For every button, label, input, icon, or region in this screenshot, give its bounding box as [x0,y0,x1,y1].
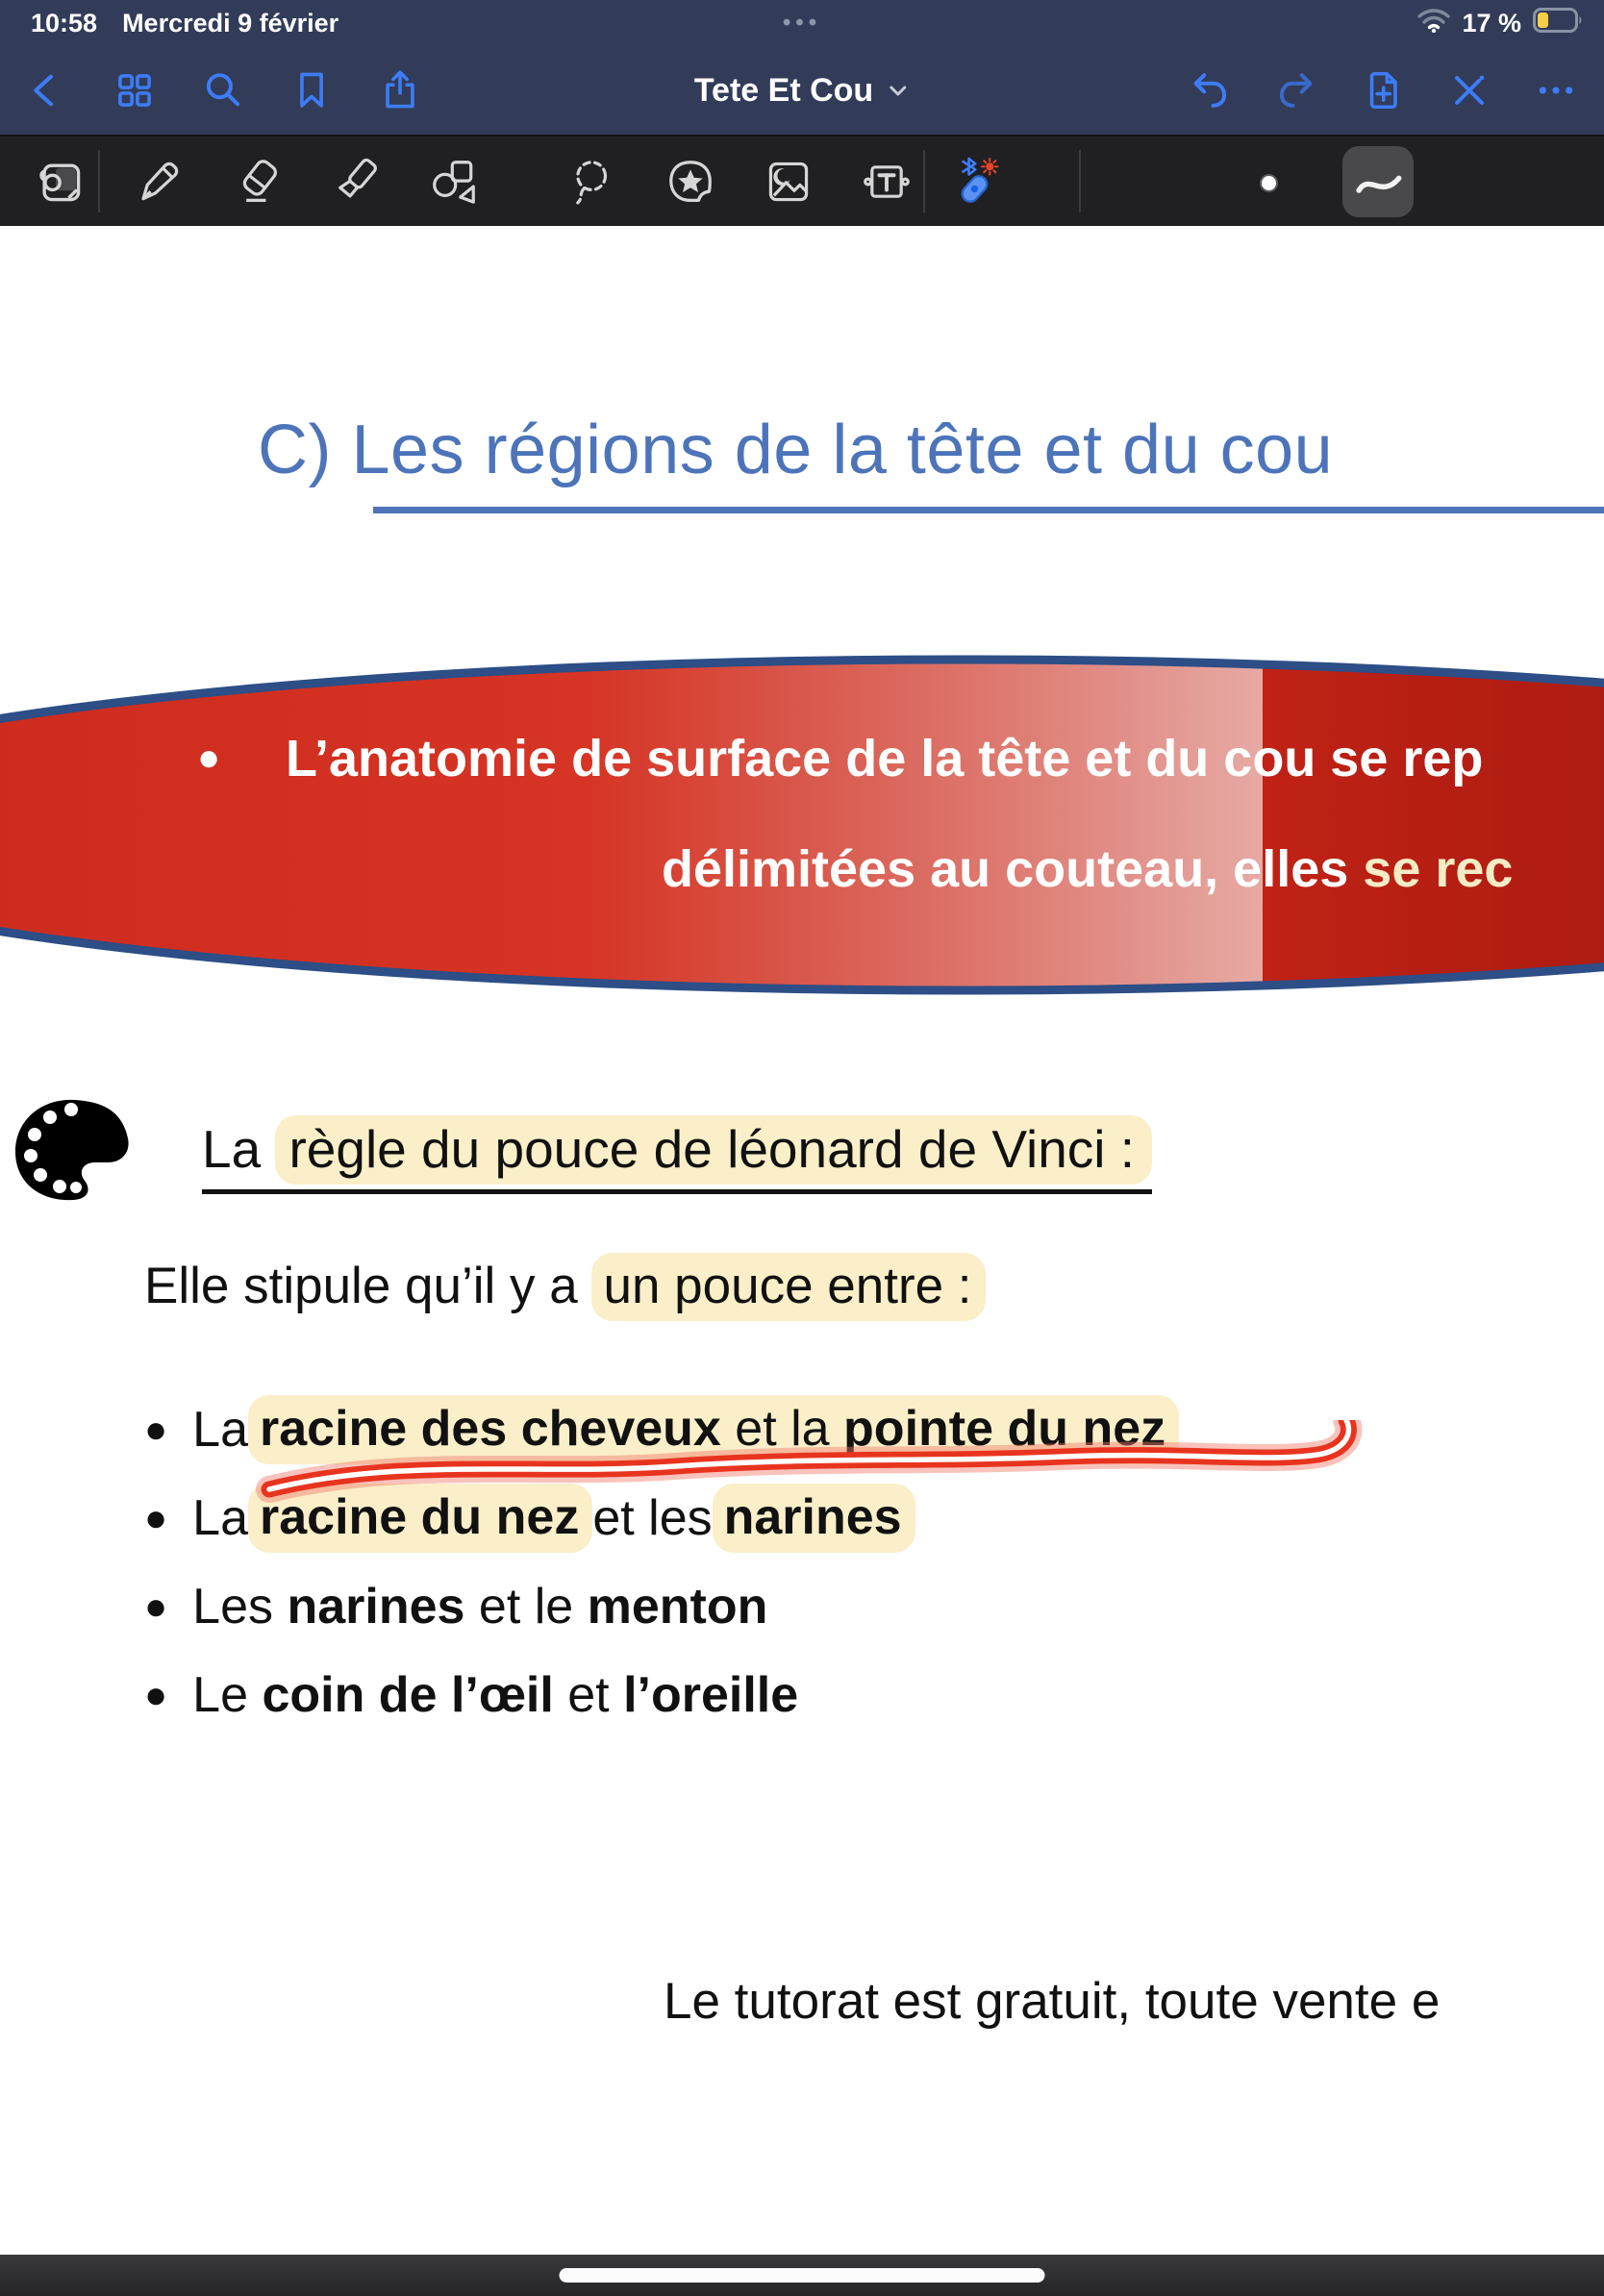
section-title: Les régions de la tête et du cou [351,412,1334,488]
section-title-underline [373,507,1604,513]
eraser-tool[interactable] [231,155,285,209]
bullet-marker: ● [144,1496,168,1539]
list-item: ● Les narines et le menton [144,1579,768,1635]
section-label: C) [258,412,332,488]
panel-tool[interactable] [34,155,88,209]
lasso-tool[interactable] [565,155,619,209]
banner-line1: ● L’anatomie de surface de la tête et du cou se rep [197,730,1484,787]
undo-button[interactable] [1187,67,1233,113]
document-page[interactable] [0,226,1604,2255]
highlighted-text: racine des cheveux et la pointe du nez [248,1395,1179,1464]
highlighter-tool[interactable] [329,155,383,209]
tools-toolbar [0,135,1604,226]
highlighted-text: racine du nez [248,1484,592,1553]
banner-line2: délimitées au couteau, elles se rec [662,840,1514,898]
add-page-button[interactable] [1360,67,1406,113]
document-title-dropdown[interactable] [694,72,910,110]
toolbar-divider [1079,150,1081,212]
home-indicator[interactable] [560,2268,1045,2283]
bullet-marker: ● [144,1673,168,1716]
red-ellipse-banner [0,654,1604,1000]
toolbar-divider [923,150,925,212]
list-item: ● La racine du nez et les narines [144,1474,1179,1562]
redo-button[interactable] [1273,67,1319,113]
stroke-style-button[interactable] [1342,146,1414,217]
chevron-down-icon [887,79,910,102]
intro-line: Elle stipule qu’il y a un pouce entre : [144,1257,986,1315]
list-item: ● Le coin de l’œil et l’oreille [144,1667,799,1723]
palette-icon [12,1096,133,1204]
bookmark-button[interactable] [288,67,335,113]
stroke-preview-curve [1350,154,1406,210]
battery-percent: 17 % [1462,8,1521,37]
list-item: ● La racine des cheveux et la pointe du nez [144,1385,1179,1474]
page-grid-button[interactable] [112,67,158,113]
highlighted-text: narines [713,1484,915,1553]
date: Mercredi 9 février [122,8,339,37]
highlighted-text: règle du pouce de léonard de Vinci : [275,1115,1152,1185]
nav-bar [0,46,1604,135]
shapes-tool[interactable] [427,155,481,209]
rule-heading: La règle du pouce de léonard de Vinci : [202,1118,1152,1194]
share-button[interactable] [377,67,423,113]
laser-pointer-tool[interactable] [946,155,1000,209]
highlighted-text: un pouce entre : [591,1253,985,1321]
more-button[interactable] [1533,67,1579,113]
toolbar-divider [98,150,100,212]
clock: 10:58 [31,8,98,37]
elements-tool[interactable] [664,155,717,209]
bullet-marker: ● [144,1408,168,1451]
image-tool[interactable] [762,155,815,209]
color-swatch-white[interactable] [1262,176,1276,190]
bullet-marker: ● [144,1585,168,1628]
footer-text: Le tutorat est gratuit, toute vente e [664,1973,1441,2030]
text-tool[interactable] [860,155,914,209]
document-title: Tete Et Cou [693,71,874,109]
banner-bullet: ● [197,736,221,779]
pen-tool[interactable] [132,155,186,209]
home-bar [0,2255,1604,2296]
back-button[interactable] [23,67,69,113]
search-button[interactable] [200,67,246,113]
pen-toggle-button[interactable] [1446,67,1492,113]
status-overflow-dots: ••• [782,10,822,36]
section-heading [258,411,1333,489]
bullet-list [144,1385,1179,1739]
status-bar [0,0,1604,46]
